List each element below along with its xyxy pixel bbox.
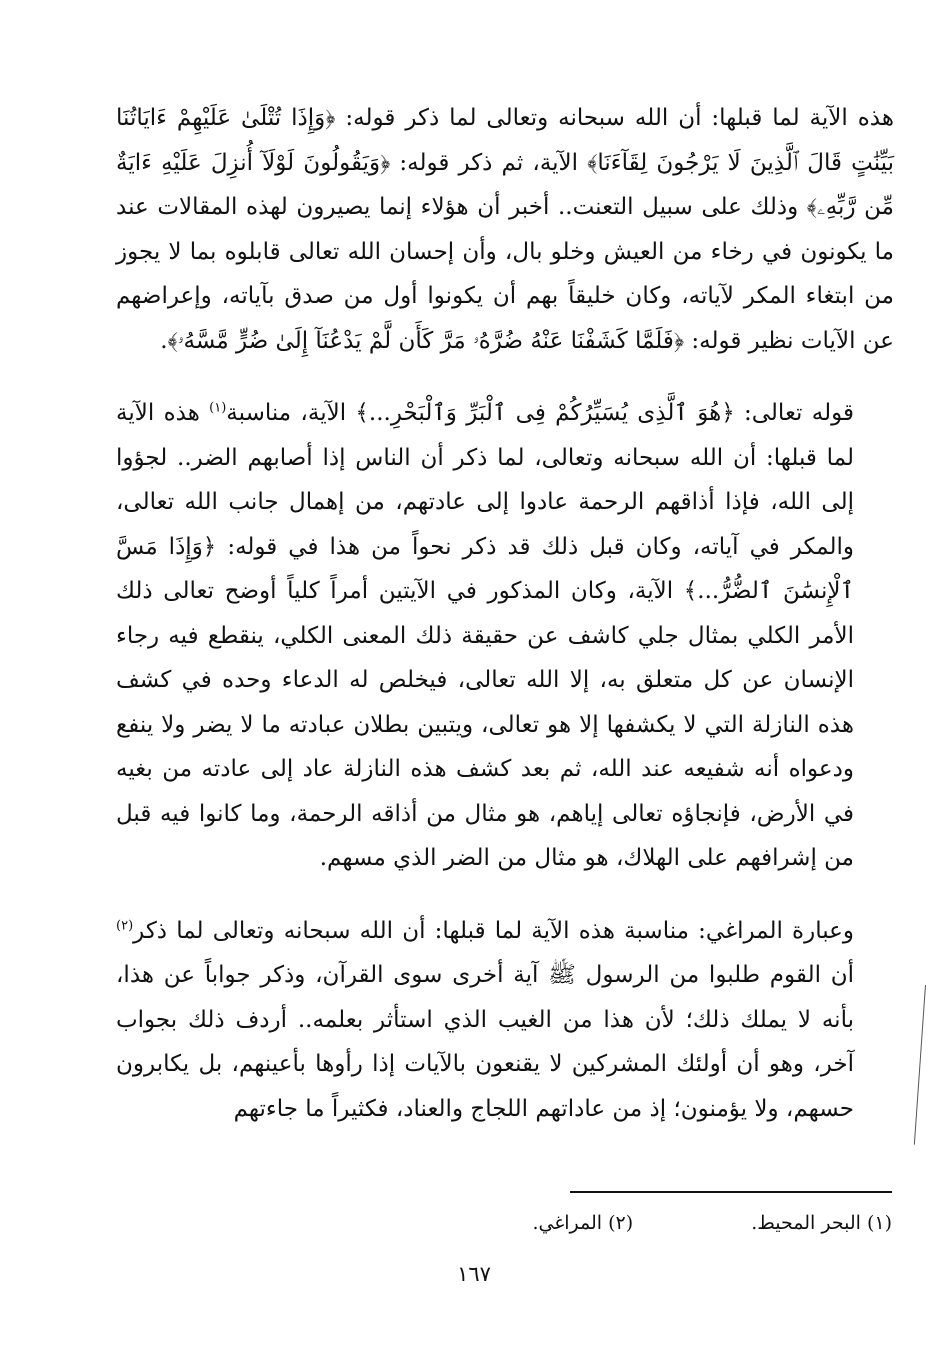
footnote-separator bbox=[570, 1191, 892, 1193]
paragraph-3 bbox=[116, 909, 894, 1132]
paragraph-2-text-end: هذه الآية لما قبلها: أن الله سبحانه وتعالى، لما ذكر أن الناس إذا أصابهم الضر.. لجؤوا إلى الله، فإذا أذاقهم الرحمة عادوا إلى عادتهم، من إهمال جانب الله تعالى، والمكر في آياته، وكان قبل ذلك قد ذكر نحواً من هذا في قوله: ﴿وَإِذَا مَسَّ ٱلْإِنسَٰنَ ٱلضُّرُّ...﴾ الآية، وكان المذكور في الآيتين أمراً كلياً أوضح تعالى ذلك الأمر الكلي بمثال جلي كاشف عن حقيقة ذلك المعنى الكلي، ينقطع فيه رجاء الإنسان عن كل متعلق به، إلا الله تعالى، فيخلص له الدعاء وحده في كشف هذه النازلة التي لا يكشفها إلا هو تعالى، ويتبين بطلان عبادته ما لا يضر ولا ينفع ودعواه أنه شفيعه عند الله، ثم بعد كشف هذه النازلة عاد إلى عادته من بغيه في الأرض، فإنجاؤه تعالى إياهم، هو مثال من أذاقه الرحمة، وما كانوا فيه قبل من إشرافهم على الهلاك، هو مثال من الضر الذي مسهم. bbox=[116, 400, 854, 871]
footnote-1: (١) البحر المحيط. bbox=[751, 1212, 892, 1234]
margin-pencil-mark bbox=[914, 985, 926, 1145]
paragraph-1-text: هذه الآية لما قبلها: أن الله سبحانه وتعالى لما ذكر قوله: ﴿وَإِذَا تُتْلَىٰ عَلَيْهِمْ ءَايَاتُنَا بَيِّنَٰتٍ قَالَ ٱلَّذِينَ لَا يَرْجُونَ لِقَآءَنَا﴾ الآية، ثم ذكر قوله: ﴿وَيَقُولُونَ لَوْلَآ أُنزِلَ عَلَيْهِ ءَايَةٌ مِّن رَّبِّهِۦ﴾ وذلك على سبيل التعنت.. أخبر أن هؤلاء إنما يصيرون لهذه المقالات عند ما يكونون في رخاء من العيش وخلو بال، وأن إحسان الله تعالى قابلوه بما لا يجوز من ابتغاء المكر لآياته، وكان خليقاً بهم أن يكونوا أول من صدق بآياته، وإعراضهم عن الآيات نظير قوله: ﴿فَلَمَّا كَشَفْنَا عَنْهُ ضُرَّهُۥ مَرَّ كَأَن لَّمْ يَدْعُنَآ إِلَىٰ ضُرٍّ مَّسَّهُۥ﴾. bbox=[116, 105, 894, 354]
paragraph-3-text-end: أن القوم طلبوا من الرسول ﷺ آية أخرى سوى القرآن، وذكر جواباً عن هذا، بأنه لا يملك ذلك؛ لأن هذا من الغيب الذي استأثر بعلمه.. أردف ذلك بجواب آخر، وهو أن أولئك المشركين لا يقنعون بالآيات إذا رأوها بأعينهم، بل يكابرون حسهم، ولا يؤمنون؛ إذ من عاداتهم اللجاج والعناد، فكثيراً ما جاءتهم bbox=[116, 962, 854, 1122]
page-number: ١٦٧ bbox=[457, 1262, 491, 1286]
paragraph-2 bbox=[116, 391, 894, 881]
paragraph-1 bbox=[116, 96, 894, 363]
footnote-ref-1: (١) bbox=[209, 400, 227, 416]
main-text bbox=[116, 96, 894, 1131]
paragraph-3-text-start: وعبارة المراغي: مناسبة هذه الآية لما قبلها: أن الله سبحانه وتعالى لما ذكر bbox=[133, 917, 854, 944]
footnote-2: (٢) المراغي. bbox=[532, 1212, 634, 1234]
paragraph-2-text-start: قوله تعالى: ﴿هُوَ ٱلَّذِى يُسَيِّرُكُمْ فِى ٱلْبَرِّ وَٱلْبَحْرِ...﴾ الآية، مناسبة bbox=[226, 400, 854, 426]
footnotes bbox=[300, 1208, 892, 1238]
footnote-ref-2: (٢) bbox=[116, 917, 134, 933]
